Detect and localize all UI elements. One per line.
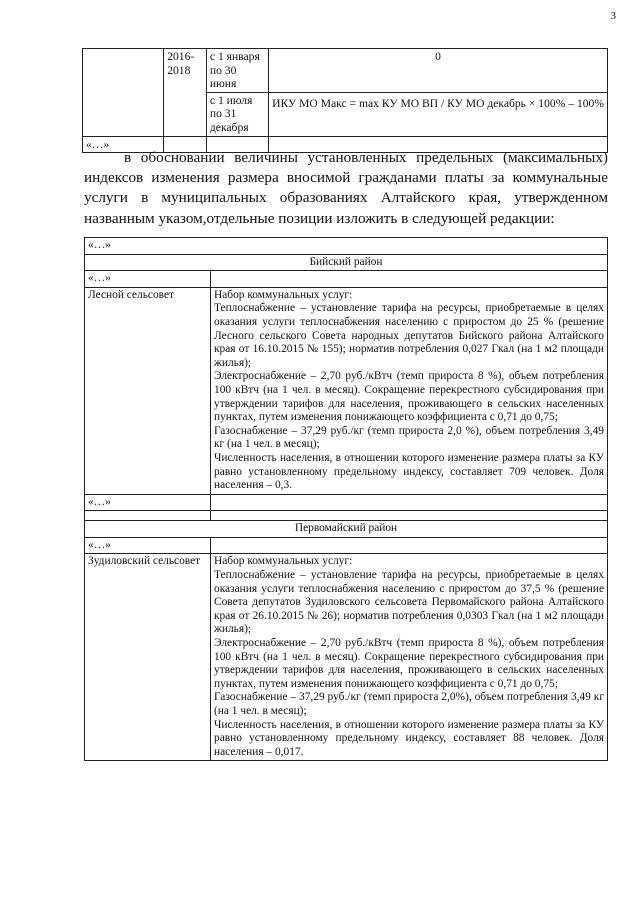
ellipsis-cell: «…»	[85, 271, 211, 288]
population-note: Численность населения, в отношении которого изменение размера платы за КУ равно установленному предельному индексу, составляет 88 человек. Доля населения – 0,017.	[214, 718, 604, 758]
ellipsis-row: «…»	[85, 238, 608, 255]
services-title: Набор коммунальных услуг:	[214, 555, 353, 568]
top-table	[82, 48, 608, 153]
years-cell: 2016-2018	[164, 49, 207, 137]
entity-name: Зудиловский сельсовет	[85, 554, 211, 761]
service-electricity: Электроснабжение – 2,70 руб./кВтч (темп прироста 8 %), объем потребления 100 кВтч (на 1 чел. в месяц). Сокращение перекрестного субсидирования при утверждении тарифов для населения, проживающего в сельских населенных пунктах, путем изменения понижающего коэффициента с 0,71 до 0,75;	[214, 637, 604, 690]
period-cell: с 1 января по 30 июня	[206, 49, 268, 93]
page-number: 3	[610, 10, 616, 22]
period-cell: с 1 июля по 31 декабря	[206, 92, 268, 136]
service-electricity: Электроснабжение – 2,70 руб./кВтч (темп прироста 8 %), объем потребления 100 кВтч (на 1 чел. в месяц). Сокращение перекрестного субсидирования при утверждении тарифов для населения, проживающего в сельских населенных пунктах, путем изменения понижающего коэффициента с 0,71 до 0,75;	[214, 370, 604, 424]
services-cell	[211, 554, 608, 761]
body-paragraph: в обосновании величины установленных предельных (максимальных) индексов изменения размера вносимой гражданами платы за коммунальные услуги в муниципальных образованиях Алтайского края, утвержденном названным указом,отдельные позиции изложить в следующей редакции:	[84, 149, 608, 227]
main-table	[84, 237, 608, 761]
ellipsis-cell: «…»	[83, 136, 164, 153]
service-gas: Газоснабжение – 37,29 руб./кг (темп прироста 2,0 %), объем потребления 3,49 кг (на 1 чел. в месяц);	[214, 424, 604, 451]
service-heat: Теплоснабжение – установление тарифа на ресурсы, приобретаемые в целях оказания услуги теплоснабжения населению с приростом до 25 % (решение Лесного сельского Совета народных депутатов Бийского района Алтайского края от 16.10.2015 № 155); норматив потребления 0,027 Гкал (на 1 м2 площади жилья);	[214, 302, 604, 369]
service-heat: Теплоснабжение – установление тарифа на ресурсы, приобретаемые в целях оказания услуги теплоснабжения населению с приростом до 37,5 % (решение Совета депутатов Зудиловского сельсовета Первомайского района Алтайского края от 26.10.2015 № 26); норматив потребления 0,0303 Гкал (на 1 м2 площади жилья);	[214, 569, 604, 636]
district-header: Первомайский район	[85, 521, 608, 538]
ellipsis-cell: «…»	[85, 494, 211, 511]
entity-name: Лесной сельсовет	[85, 287, 211, 494]
empty-cell	[83, 49, 164, 137]
services-cell	[211, 287, 608, 494]
district-header: Бийский район	[85, 254, 608, 271]
services-title: Набор коммунальных услуг:	[214, 288, 353, 301]
service-gas: Газоснабжение – 37,29 руб./кг (темп прироста 2,0%), объем потребления 3,49 кг (на 1 чел. в месяц);	[214, 691, 604, 717]
value-cell: 0	[269, 49, 608, 93]
formula-cell: ИКУ МО Макс = max КУ МО ВП / КУ МО декабрь × 100% – 100%	[269, 92, 608, 136]
ellipsis-cell: «…»	[85, 537, 211, 554]
population-note: Численность населения, в отношении которого изменение размера платы за КУ равно установленному предельному индексу, составляет 709 человек. Доля населения – 0,3.	[214, 451, 604, 492]
